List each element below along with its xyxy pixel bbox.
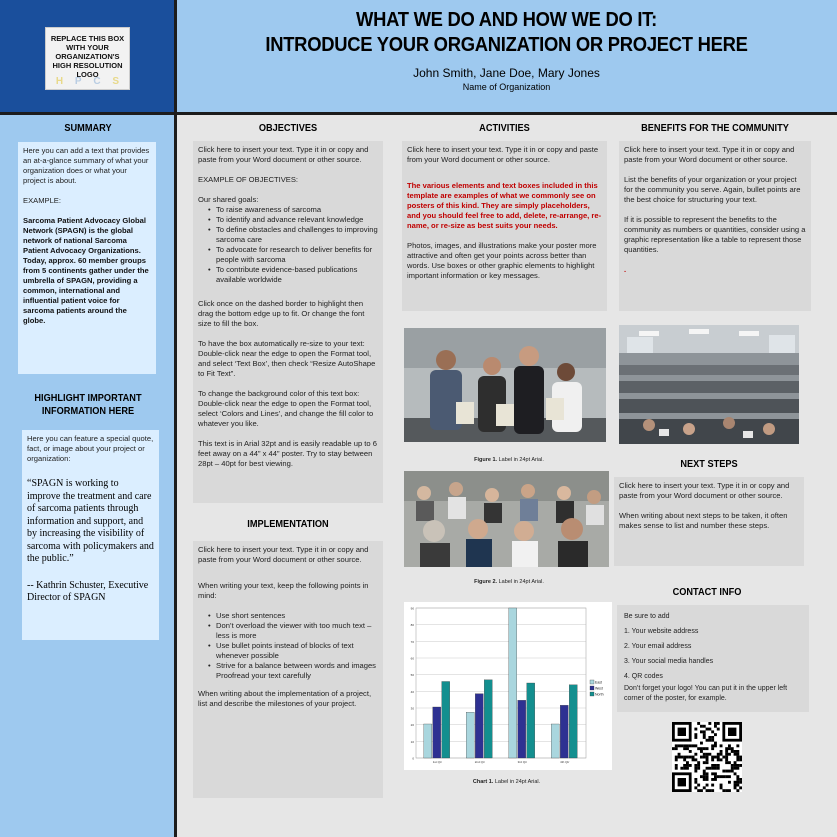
poster-title-line2: INTRODUCE YOUR ORGANIZATION OR PROJECT HERE [265,34,748,56]
contact-line: Be sure to add [624,613,670,620]
summary-heading: SUMMARY [64,123,112,134]
chart-legend-swatch [590,692,594,696]
highlight-attribution: -- Kathrin Schuster, Executive Director of SPAGN [27,579,149,603]
chart-y-tick-label: 70 [410,639,414,644]
figure1-label: Figure 1. [474,457,498,463]
chart-bar [551,724,559,758]
benefits-dot: . [624,265,627,274]
contact-line: 2. Your email address [624,643,692,650]
activities-red-note: The various elements and text boxes included in this template are examples of what we commonly see on posters of this kind. They are simply placeholders, and you should feel free to add, delete, re-arrange, re-name, or re-size as best suits your needs. [407,181,602,230]
chart-x-tick-label: 4th Qtr [560,760,570,764]
activities-intro: Click here to insert your text. Type it in or copy and paste from your Word document or other source. [407,145,599,164]
photo-audience-image [404,471,609,567]
chart-bar [527,683,535,758]
objectives-p4: This text is in Arial 32pt and is easily readable up to 6 feet away on a 44” x 44” poster. Try to stay between 28pt – 40pt for best viewing. [198,439,377,468]
sidebar-divider [174,0,177,837]
objectives-goals-label: Our shared goals: [198,195,259,204]
chart-bar [424,724,432,758]
chart-bar [475,694,483,758]
chart-container [404,602,612,770]
photo-group-booklets [404,328,606,442]
chart-text: Label in 24pt Arial. [494,779,541,785]
list-item: • Strive for a balance between words and images Proofread your text carefully [208,661,378,681]
objectives-p2: To have the box automatically re-size to your text: Double-click near the edge to open the Format tool, and select ‘Text Box’, then check “Resize AutoShape to Fit Text”. [198,339,376,378]
objectives-p1: Click once on the dashed border to highlight then drag the bottom edge up to fit. Or change the font size to fill the box. [198,299,365,328]
objectives-goals-list [208,205,378,285]
contact-heading: CONTACT INFO [672,587,742,598]
objectives-p3: To change the background color of this text box: Double-click near the edge to open the Format tool, select ‘Colors and Lines’, and change the fill color to whatever you like. [198,389,374,428]
photo-conference-hall [619,325,799,444]
list-item: • Don’t overload the viewer with too much text – less is more [208,621,378,641]
authors: John Smith, Jane Doe, Mary Jones [413,66,600,80]
chart-bar [466,712,474,758]
chart-x-tick-label: 3rd Qtr [517,760,527,764]
logo-letter: C [93,76,101,87]
highlight-box[interactable] [22,430,159,640]
organization-name: Name of Organization [462,82,551,92]
objectives-heading: OBJECTIVES [258,123,318,134]
poster-title-line1: WHAT WE DO AND HOW WE DO IT: [356,9,657,31]
list-item: • To define obstacles and challenges to improving sarcoma care [208,225,378,245]
objectives-intro: Click here to insert your text. Type it in or copy and paste from your Word document or other source. [198,145,369,164]
summary-box[interactable] [18,142,156,374]
chart-legend-swatch [590,686,594,690]
logo-text: REPLACE THIS BOX WITH YOUR ORGANIZATION'S HIGH RESOLUTION LOGO [50,34,125,79]
chart-x-tick-label: 1st Qtr [432,760,442,764]
chart-y-tick-label: 50 [410,673,414,678]
logo-letter: H [55,76,64,87]
figure1-caption [404,457,614,463]
objectives-box[interactable] [193,141,383,503]
logo-placeholder[interactable] [45,27,130,90]
contact-box[interactable] [617,605,809,712]
benefits-box[interactable] [619,141,811,311]
next-steps-heading: NEXT STEPS [680,459,738,470]
summary-example-text: Sarcoma Patient Advocacy Global Network (SPAGN) is the global network of national Sarcoma Patient Advocacy Organizations. Today, approx. 60 member groups from 5 continents gather under the umbrella of SPAGN, providing a common, international and influential patient voice for sarcoma patients around the globe. [23,216,149,325]
benefits-heading: BENEFITS FOR THE COMMUNITY [641,123,789,134]
implementation-heading: IMPLEMENTATION [247,519,329,530]
chart-y-tick-label: 80 [410,623,414,628]
benefits-p3: If it is possible to represent the benefits to the community as numbers or quantities, consider using a graphic representation like a table to represent those quantities. [624,215,806,254]
list-item: • Use short sentences [208,611,378,621]
chart-bar [442,682,450,759]
implementation-box[interactable] [193,541,383,798]
implementation-intro: Click here to insert your text. Type it in or copy and paste from your Word document or other source. [198,545,369,564]
chart-bar [518,700,526,758]
benefits-p2: List the benefits of your organization or your project for the community you serve. Again, bullet points are the best choice for structuring your text. [624,175,801,204]
list-item: • Use bullet points instead of blocks of text whenever possible [208,641,378,661]
logo-letter: S [112,76,120,87]
bar-chart [404,602,612,770]
chart-y-tick-label: 90 [410,606,414,611]
implementation-points-list [208,611,378,681]
chart-bar [509,608,517,758]
summary-intro: Here you can add a text that provides an at-a-glance summary of what your organization does or what your project is about. [23,146,150,185]
photo-audience [404,471,609,567]
chart-bar [433,707,441,758]
qr-code-image [672,722,742,792]
photo-conference-hall-image [619,325,799,444]
activities-p2: Photos, images, and illustrations make your poster more attractive and often get your points across better than words. Use boxes or other graphic elements to highlight important information or key messages. [407,241,597,280]
chart-caption [404,779,609,785]
figure2-label: Figure 2. [474,579,498,585]
chart-bar [569,685,577,758]
chart-bar [560,705,568,758]
contact-line: Don’t forget your logo! You can put it in the upper left corner of the poster, for example. [624,685,788,702]
implementation-points-label: When writing your text, keep the following points in mind: [198,581,369,600]
figure1-text: Label in 24pt Arial. [498,457,544,463]
highlight-heading: HIGHLIGHT IMPORTANT INFORMATION HERE [34,393,142,417]
list-item: • To raise awareness of sarcoma [208,205,378,215]
chart-y-tick-label: 60 [410,656,414,661]
photo-group-booklets-image [404,328,606,442]
activities-box[interactable] [402,141,607,311]
chart-y-tick-label: 10 [410,739,414,744]
contact-line: 1. Your website address [624,628,699,635]
objectives-example-label: EXAMPLE OF OBJECTIVES: [198,175,299,184]
figure2-text: Label in 24pt Arial. [498,579,544,585]
benefits-intro: Click here to insert your text. Type it in or copy and paste from your Word document or other source. [624,145,795,164]
list-item: • To identify and advance relevant knowledge [208,215,378,225]
next-steps-box[interactable] [614,477,804,566]
chart-x-tick-label: 2nd Qtr [474,760,485,764]
list-item: • To contribute evidence-based publications available worldwide [208,265,378,285]
next-steps-p2: When writing about next steps to be taken, it often makes sense to list and number these steps. [619,511,788,530]
next-steps-intro: Click here to insert your text. Type it in or copy and paste from your Word document or other source. [619,481,790,500]
chart-label: Chart 1. [472,779,494,785]
highlight-quote: “SPAGN is working to improve the treatment and care of sarcoma patients through information and support, and by increasing the visibility of sarcoma with policymakers and the public.” [27,478,154,564]
chart-y-tick-label: 40 [410,689,414,694]
logo-letter: P [74,76,82,87]
list-item: • To advocate for research to deliver benefits for people with sarcoma [208,245,378,265]
chart-legend-label: North [595,692,604,697]
logo-letters [50,76,125,87]
chart-legend-swatch [590,680,594,684]
implementation-outro: When writing about the implementation of a project, list and describe the milestones of your project. [198,689,372,708]
contact-line: 3. Your social media handles [624,658,714,665]
figure2-caption [404,579,614,585]
qr-code[interactable] [672,722,742,792]
contact-line: 4. QR codes [624,673,663,680]
chart-y-tick-label: 30 [410,706,414,711]
highlight-intro: Here you can feature a special quote, fact, or image about your project or organization: [27,434,154,463]
chart-legend-label: West [595,686,603,691]
chart-y-tick-label: 20 [410,723,414,728]
activities-heading: ACTIVITIES [479,123,530,134]
summary-example-label: EXAMPLE: [23,196,61,205]
chart-bar [484,680,492,758]
chart-y-tick-label: 0 [412,756,414,761]
chart-legend-label: East [595,680,603,685]
